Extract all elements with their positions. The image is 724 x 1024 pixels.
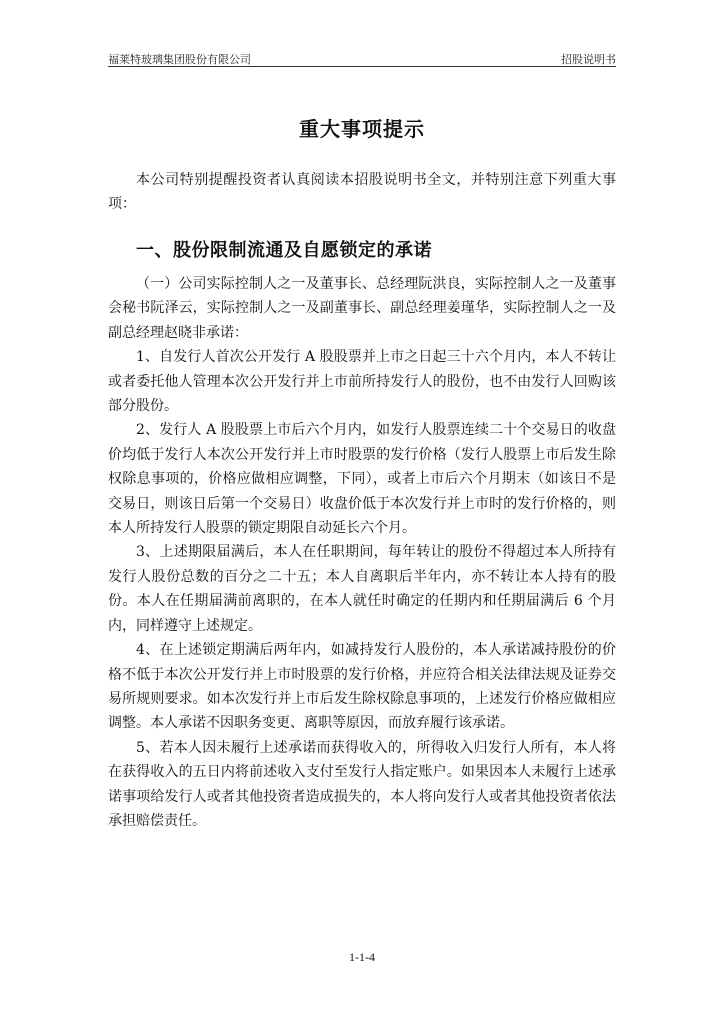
section-body xyxy=(108,272,616,833)
page-header xyxy=(108,50,616,67)
header-company-name: 福莱特玻璃集团股份有限公司 xyxy=(108,53,251,66)
intro-paragraph: 本公司特别提醒投资者认真阅读本招股说明书全文，并特别注意下列重大事项： xyxy=(108,172,616,212)
paragraph-item-4: 4、在上述锁定期满后两年内，如减持发行人股份的，本人承诺减持股份的价格不低于本次公开发行并上市时股票的发行价格，并应符合相关法律法规及证券交易所规则要求。如本次发行并上市后发生除权除息事项的，上述发行价格应做相应调整。本人承诺不因职务变更、离职等原因，而放弃履行该承诺。 xyxy=(108,642,616,732)
section-heading: 一、股份限制流通及自愿锁定的承诺 xyxy=(136,240,432,261)
paragraph-item-3: 3、上述期限届满后，本人在任职期间，每年转让的股份不得超过本人所持有发行人股份总数的百分之二十五；本人自离职后半年内，亦不转让本人持有的股份。本人在任期届满前离职的，在本人就任时确定的任期内和任期届满后 6 个月内，同样遵守上述规定。 xyxy=(108,544,616,634)
paragraph-item-1: 1、自发行人首次公开发行 A 股股票并上市之日起三十六个月内，本人不转让或者委托他人管理本次公开发行并上市前所持发行人的股份，也不由发行人回购该部分股份。 xyxy=(108,349,616,415)
paragraph-item-5: 5、若本人因未履行上述承诺而获得收入的，所得收入归发行人所有，本人将在获得收入的五日内将前述收入支付至发行人指定账户。如果因本人未履行上述承诺事项给发行人或者其他投资者造成损失的，本人将向发行人或者其他投资者依法承担赔偿责任。 xyxy=(108,739,616,829)
paragraph-commitment-parties: （一）公司实际控制人之一及董事长、总经理阮洪良，实际控制人之一及董事会秘书阮泽云，实际控制人之一及副董事长、副总经理姜瑾华，实际控制人之一及副总经理赵晓非承诺： xyxy=(108,276,616,341)
page-number: 1-1-4 xyxy=(349,950,375,964)
paragraph-item-2: 2、发行人 A 股股票上市后六个月内，如发行人股票连续二十个交易日的收盘价均低于发行人本次公开发行并上市时股票的发行价格（发行人股票上市后发生除权除息事项的，价格应做相应调整，下同），或者上市后六个月期末（如该日不是交易日，则该日后第一个交易日）收盘价低于本次发行并上市时的发行价格的，则本人所持发行人股票的锁定期限自动延长六个月。 xyxy=(108,422,616,537)
header-document-type: 招股说明书 xyxy=(561,53,616,66)
page-title: 重大事项提示 xyxy=(299,117,425,141)
